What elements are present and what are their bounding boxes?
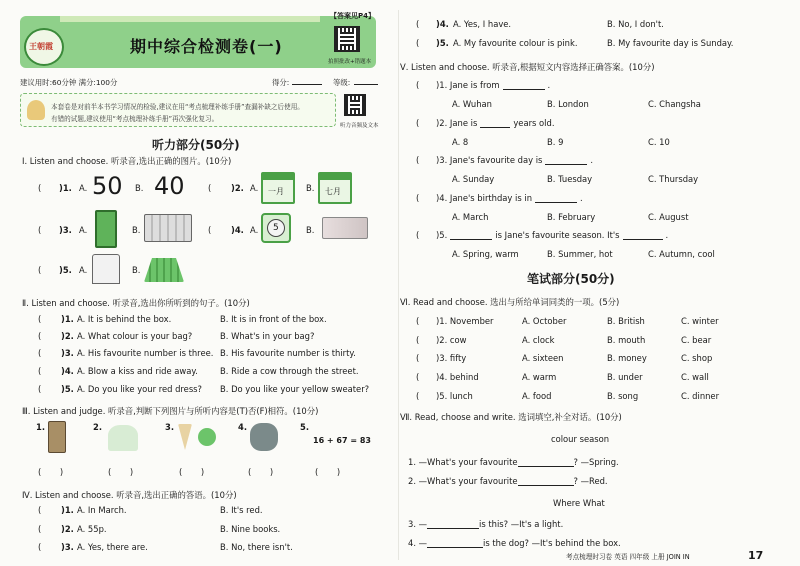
- calendar-january-label: 一月: [268, 187, 284, 196]
- cat-picture: [250, 423, 278, 451]
- dialogue-3-prompt: 3. —: [408, 519, 428, 529]
- page-title: 期中综合检测卷(一): [130, 37, 283, 56]
- question-tail: .: [547, 80, 551, 90]
- section-2-heading: Ⅱ. Listen and choose. 听录音,选出你所听到的句子。(10分): [22, 298, 250, 308]
- judge-number: 4.: [238, 422, 248, 432]
- question-number: )4.: [231, 225, 244, 235]
- option-a: A. March: [452, 212, 489, 222]
- question-tail: .: [580, 193, 583, 203]
- qr-code-icon[interactable]: [334, 26, 360, 52]
- answer-paren[interactable]: (: [416, 155, 420, 165]
- section-1-heading: Ⅰ. Listen and choose. 听录音,选出正确的图片。(10分): [22, 156, 232, 166]
- option-c: C. shop: [681, 353, 713, 363]
- judge-paren[interactable]: ( ): [248, 467, 274, 477]
- question-number: )4.: [436, 19, 449, 29]
- judge-number: 1.: [36, 422, 46, 432]
- blank-line[interactable]: [535, 194, 577, 203]
- dialogue-4-reply: is the dog? —It's behind the box.: [483, 538, 621, 548]
- option-b-label: B.: [132, 265, 141, 275]
- judge-paren[interactable]: ( ): [38, 467, 64, 477]
- footer-text: 考点梳理时习卷 英语 四年级 上册 JOIN IN: [566, 553, 690, 561]
- calendar-july-label: 七月: [325, 187, 341, 196]
- option-b: B. My favourite day is Sunday.: [607, 38, 734, 48]
- section-4-heading: Ⅳ. Listen and choose. 听录音,选出正确的答语。(10分): [22, 490, 237, 500]
- dialogue-4-prompt: 4. —: [408, 538, 428, 548]
- section-7-heading: Ⅶ. Read, choose and write. 选词填空,补全对话。(10分): [400, 412, 622, 422]
- question-tail: years old.: [513, 118, 555, 128]
- tree-picture: [108, 425, 138, 451]
- judge-number: 2.: [93, 422, 103, 432]
- skirt-icon: [144, 258, 184, 282]
- question-number: )5.: [59, 265, 72, 275]
- dialogue-2-prompt: 2. —What's your favourite: [408, 476, 518, 486]
- question-number: )2.: [231, 183, 244, 193]
- question-number: )3.: [61, 542, 74, 552]
- question-text: [436, 80, 550, 90]
- option-b: B. What's in your bag?: [220, 331, 315, 341]
- notice-box: [20, 93, 336, 127]
- option-b: B. Tuesday: [547, 174, 593, 184]
- dialogue-1: [408, 457, 619, 467]
- word-bank-2: Where What: [553, 498, 605, 508]
- answer-paren[interactable]: (: [38, 505, 42, 515]
- option-a: A. Wuhan: [452, 99, 492, 109]
- door-picture: [48, 421, 66, 453]
- option-a: A. warm: [522, 372, 557, 382]
- section-6-heading: Ⅵ. Read and choose. 选出与所给单词同类的一项。(5分): [400, 297, 620, 307]
- question-text: [436, 155, 593, 165]
- option-b: B. Nine books.: [220, 524, 281, 534]
- column-divider: [398, 10, 399, 560]
- answer-paren[interactable]: (: [416, 19, 420, 29]
- option-b: B. It's red.: [220, 505, 263, 515]
- option-a: A. It is behind the box.: [77, 314, 172, 324]
- notice-line-1: 本套卷是对前半本书学习情况的检验,建议在用“考点梳理补练手册”查漏补缺之后使用。: [51, 103, 304, 111]
- option-a: A. His favourite number is three.: [77, 348, 214, 358]
- option-a: A. food: [522, 391, 552, 401]
- audio-qr-icon[interactable]: [344, 94, 366, 116]
- question-tail: .: [665, 230, 669, 240]
- option-a: A. clock: [522, 335, 555, 345]
- number-forty: 40: [154, 172, 185, 200]
- answer-paren[interactable]: (: [416, 80, 420, 90]
- option-c: C. Autumn, cool: [648, 249, 715, 259]
- judge-paren[interactable]: ( ): [108, 467, 134, 477]
- section-3-heading: Ⅲ. Listen and judge. 听录音,判断下列图片与所听内容是(T)否(F)相符。(10分): [22, 406, 319, 416]
- option-a: A. Spring, warm: [452, 249, 519, 259]
- desk-icon: [144, 214, 192, 242]
- answer-paren[interactable]: (: [38, 331, 42, 341]
- blank-line[interactable]: [450, 231, 492, 240]
- writing-title: 笔试部分(50分): [527, 272, 615, 286]
- option-b: B. Do you like your yellow sweater?: [220, 384, 370, 394]
- option-a-label: A.: [79, 183, 88, 193]
- blank-line[interactable]: [427, 520, 479, 529]
- option-c: C. winter: [681, 316, 719, 326]
- audio-caption: 听力音频及文本: [340, 123, 379, 129]
- option-a: A. sixteen: [522, 353, 564, 363]
- option-b: B. February: [547, 212, 596, 222]
- option-a-label: A.: [250, 225, 259, 235]
- question-text: [436, 118, 554, 128]
- option-b-label: B.: [132, 225, 141, 235]
- answer-paren[interactable]: (: [416, 230, 420, 240]
- blank-line[interactable]: [545, 156, 587, 165]
- answer-paren[interactable]: (: [38, 384, 42, 394]
- option-c: C. August: [648, 212, 689, 222]
- brand-logo: [24, 28, 64, 66]
- ice-cream-picture: [178, 424, 192, 450]
- option-b: B. Summer, hot: [547, 249, 613, 259]
- answer-paren[interactable]: (: [38, 265, 42, 275]
- option-a: A. Do you like your red dress?: [77, 384, 202, 394]
- page-number: 17: [748, 549, 764, 562]
- judge-paren[interactable]: ( ): [179, 467, 205, 477]
- given-word: )5. lunch: [436, 391, 473, 401]
- question-number: )1.: [61, 505, 74, 515]
- given-word: )2. cow: [436, 335, 467, 345]
- question-stem: )5.: [436, 230, 448, 240]
- question-number: )1.: [61, 314, 74, 324]
- option-c: C. 10: [648, 137, 670, 147]
- shirt-icon: [92, 254, 120, 284]
- option-a-label: A.: [79, 265, 88, 275]
- answer-paren[interactable]: (: [416, 391, 420, 401]
- option-c: C. bear: [681, 335, 712, 345]
- question-number: )3.: [61, 348, 74, 358]
- option-a: A. Blow a kiss and ride away.: [77, 366, 198, 376]
- answer-paren[interactable]: (: [416, 316, 420, 326]
- qr-caption: 拍照批改+错题本: [328, 59, 372, 65]
- option-a-label: A.: [250, 183, 259, 193]
- judge-number: 3.: [165, 422, 175, 432]
- blank-line[interactable]: [518, 458, 574, 467]
- option-a: A. Yes, I have.: [453, 19, 512, 29]
- section-5-heading: Ⅴ. Listen and choose. 听录音,根据短文内容选择正确答案。(10分): [400, 62, 655, 72]
- answer-paren[interactable]: (: [416, 335, 420, 345]
- word-bank-1: colour season: [551, 434, 610, 444]
- option-a: A. What colour is your bag?: [77, 331, 193, 341]
- answer-paren[interactable]: (: [38, 225, 42, 235]
- question-number: )2.: [61, 331, 74, 341]
- option-c: C. dinner: [681, 391, 720, 401]
- option-a-label: A.: [79, 225, 88, 235]
- option-a: A. In March.: [77, 505, 127, 515]
- teacher-icon: [27, 100, 45, 120]
- answer-paren[interactable]: (: [38, 542, 42, 552]
- coin-icon: [261, 213, 291, 243]
- door-icon: [95, 210, 117, 248]
- score-line[interactable]: [292, 84, 322, 85]
- option-b: B. 9: [547, 137, 564, 147]
- coin-value: 5: [273, 223, 279, 233]
- option-a: A. Yes, there are.: [77, 542, 148, 552]
- dialogue-3-reply: is this? —It's a light.: [479, 519, 564, 529]
- answer-paren[interactable]: (: [416, 38, 420, 48]
- dialogue-1-reply: ? —Spring.: [573, 457, 619, 467]
- option-b: B. money: [607, 353, 647, 363]
- question-number: )2.: [61, 524, 74, 534]
- dialogue-2-reply: ? —Red.: [573, 476, 608, 486]
- blank-line[interactable]: [503, 81, 545, 90]
- brand-name: 王朝霞: [29, 42, 53, 51]
- question-text: [436, 193, 583, 203]
- answer-paren[interactable]: (: [416, 193, 420, 203]
- judge-paren[interactable]: ( ): [315, 467, 341, 477]
- answer-paren[interactable]: (: [416, 353, 420, 363]
- given-word: )3. fifty: [436, 353, 467, 363]
- question-stem: )3. Jane's favourite day is: [436, 155, 543, 165]
- calendar-january-icon: [261, 172, 295, 204]
- apple-picture: [198, 428, 216, 446]
- option-b: B. London: [547, 99, 589, 109]
- answer-paren[interactable]: (: [208, 183, 212, 193]
- question-stem: )1. Jane is from: [436, 80, 500, 90]
- question-tail: .: [590, 155, 594, 165]
- option-c: C. Changsha: [648, 99, 701, 109]
- blank-line[interactable]: [623, 231, 663, 240]
- option-b: B. His favourite number is thirty.: [220, 348, 356, 358]
- dialogue-2: [408, 476, 608, 486]
- blank-line[interactable]: [480, 119, 510, 128]
- dialogue-1-prompt: 1. —What's your favourite: [408, 457, 518, 467]
- score-label: 得分:: [272, 78, 290, 87]
- dialogue-4: [408, 538, 621, 548]
- option-a: A. My favourite colour is pink.: [453, 38, 578, 48]
- option-b: B. under: [607, 372, 643, 382]
- answer-paren[interactable]: (: [208, 225, 212, 235]
- question-number: )4.: [61, 366, 74, 376]
- option-b-label: B.: [306, 183, 315, 193]
- grade-label: 等级:: [333, 78, 351, 87]
- option-b: B. No, I don't.: [607, 19, 664, 29]
- option-b: B. No, there isn't.: [220, 542, 293, 552]
- option-b: B. British: [607, 316, 645, 326]
- question-number: )3.: [59, 225, 72, 235]
- option-a: A. 55p.: [77, 524, 107, 534]
- option-b: B. Ride a cow through the street.: [220, 366, 359, 376]
- question-stem: )2. Jane is: [436, 118, 478, 128]
- answer-paren[interactable]: (: [38, 314, 42, 324]
- sum-equation: 16 + 67 = 83: [313, 436, 371, 445]
- option-b-label: B.: [306, 225, 315, 235]
- question-number: )5.: [61, 384, 74, 394]
- answer-paren[interactable]: (: [416, 118, 420, 128]
- question-number: )5.: [436, 38, 449, 48]
- time-score-info: 建议用时:60分钟 满分:100分: [20, 78, 118, 87]
- answer-paren[interactable]: (: [38, 366, 42, 376]
- grade-line[interactable]: [354, 84, 378, 85]
- dialogue-3: [408, 519, 563, 529]
- option-b: B. It is in front of the box.: [220, 314, 327, 324]
- notice-line-2: 有错的试题,建议使用“考点梳理补练手册”再次强化复习。: [51, 115, 219, 123]
- question-stem: )4. Jane's birthday is in: [436, 193, 533, 203]
- question-text: [436, 230, 668, 240]
- option-a: A. Sunday: [452, 174, 495, 184]
- blank-line[interactable]: [427, 539, 483, 548]
- answer-paren[interactable]: (: [38, 524, 42, 534]
- banknote-icon: [322, 217, 368, 239]
- answer-paren[interactable]: (: [416, 372, 420, 382]
- judge-number: 5.: [300, 422, 310, 432]
- question-number: )1.: [59, 183, 72, 193]
- answer-paren[interactable]: (: [38, 348, 42, 358]
- option-a: A. October: [522, 316, 567, 326]
- option-b: B. song: [607, 391, 639, 401]
- option-c: C. Thursday: [648, 174, 699, 184]
- question-tail: is Jane's favourite season. It's: [495, 230, 620, 240]
- blank-line[interactable]: [518, 477, 574, 486]
- option-b-label: B.: [135, 183, 144, 193]
- option-c: C. wall: [681, 372, 709, 382]
- given-word: )1. November: [436, 316, 494, 326]
- given-word: )4. behind: [436, 372, 479, 382]
- banner-stripe: [60, 16, 320, 22]
- calendar-july-icon: [318, 172, 352, 204]
- answer-reference: 【答案见P4】: [330, 12, 376, 20]
- option-a: A. 8: [452, 137, 469, 147]
- number-fifty: 50: [92, 172, 123, 200]
- listening-title: 听力部分(50分): [152, 138, 240, 152]
- answer-paren[interactable]: (: [38, 183, 42, 193]
- option-b: B. mouth: [607, 335, 646, 345]
